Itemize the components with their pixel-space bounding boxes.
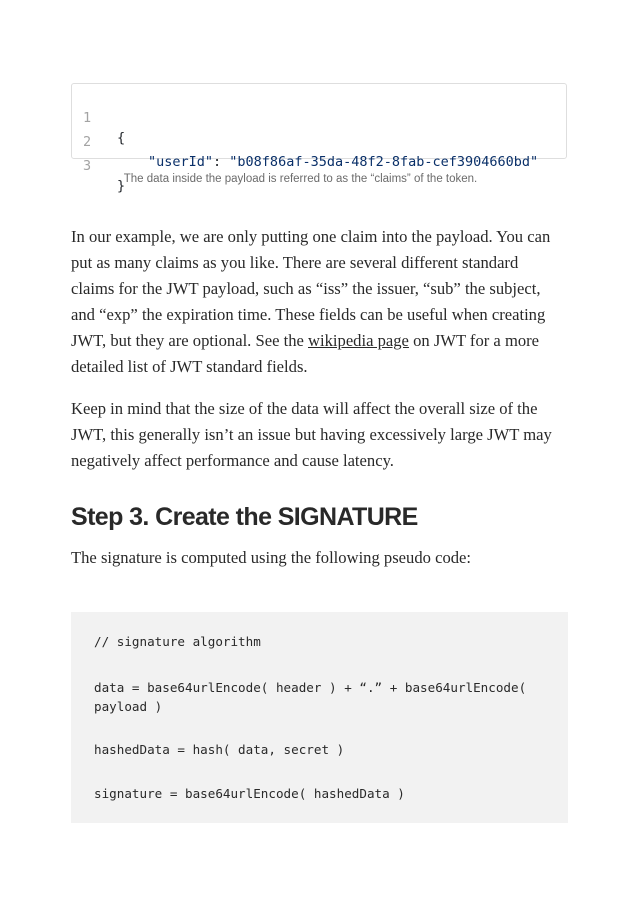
caption-text: The data inside the payload is referred to as the “claims” of the token. bbox=[123, 173, 478, 185]
paragraph-line: The signature is computed using the following pseudo code: bbox=[71, 548, 472, 567]
wikipedia-link[interactable]: wikipedia page bbox=[308, 331, 409, 350]
gist-value: "b08f86af-35da-48f2-8fab-cef3904660bd" bbox=[229, 154, 539, 170]
paragraph-size bbox=[71, 396, 571, 474]
gist-line-3 bbox=[72, 136, 126, 194]
gist-separator: : bbox=[213, 154, 230, 170]
gist-code bbox=[148, 152, 538, 172]
paragraph-line: JWT, this generally isn’t an issue but having excessively large JWT may bbox=[71, 425, 552, 444]
gist-code: } bbox=[117, 178, 126, 194]
gist-code: { bbox=[117, 130, 126, 146]
paragraph-text: on JWT for a more bbox=[408, 331, 540, 350]
paragraph-signature-intro bbox=[71, 545, 571, 571]
paragraph-claims bbox=[71, 224, 571, 380]
paragraph-line bbox=[71, 328, 571, 354]
paragraph-line: and “exp” the expiration time. These fields can be useful when creating bbox=[71, 305, 546, 324]
code-line: signature = base64urlEncode( hashedData ) bbox=[94, 786, 405, 801]
gist-line-2 bbox=[72, 112, 539, 170]
line-number: 3 bbox=[83, 158, 92, 174]
gist-line-1 bbox=[72, 88, 126, 146]
pseudo-code-block bbox=[71, 612, 568, 823]
section-heading: Step 3. Create the SIGNATURE bbox=[71, 503, 418, 531]
line-number: 2 bbox=[83, 134, 92, 150]
code-line: payload ) bbox=[94, 699, 163, 714]
paragraph-line: claims for the JWT payload, such as “iss” the issuer, “sub” the subject, bbox=[71, 279, 541, 298]
gist-key: "userId" bbox=[148, 154, 214, 170]
paragraph-line: detailed list of JWT standard fields. bbox=[71, 357, 308, 376]
code-line: hashedData = hash( data, secret ) bbox=[94, 742, 345, 757]
paragraph-text: JWT, but they are optional. See the bbox=[71, 331, 309, 350]
paragraph-line: Keep in mind that the size of the data will affect the overall size of the bbox=[71, 399, 538, 418]
code-line: data = base64urlEncode( header ) + “.” + base64urlEncode( bbox=[94, 680, 527, 695]
paragraph-line: In our example, we are only putting one claim into the payload. You can bbox=[71, 227, 551, 246]
paragraph-line: put as many claims as you like. There are several different standard bbox=[71, 253, 519, 272]
code-line: // signature algorithm bbox=[94, 634, 261, 649]
figure-caption bbox=[0, 173, 638, 185]
paragraph-line: negatively affect performance and cause latency. bbox=[71, 451, 394, 470]
line-number: 1 bbox=[83, 110, 92, 126]
